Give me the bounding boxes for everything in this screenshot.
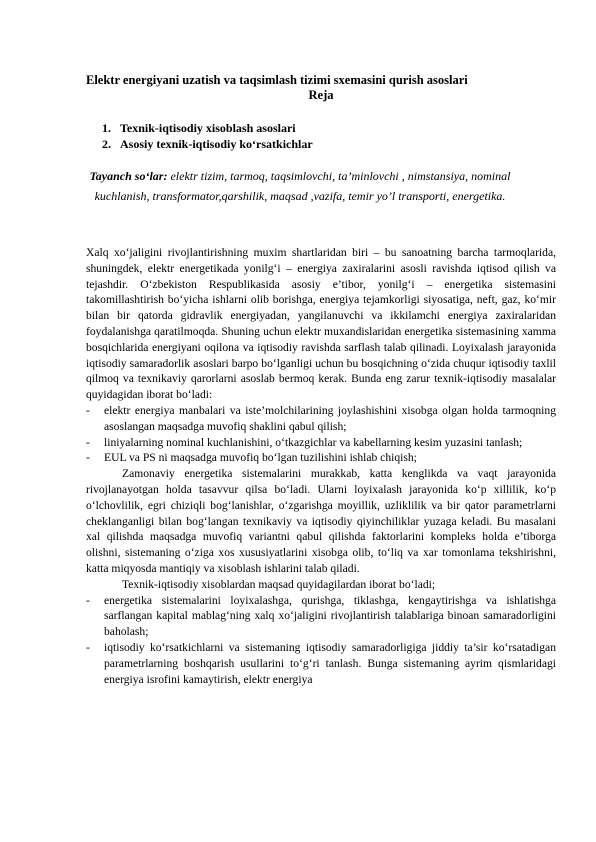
document-title [86, 73, 556, 103]
plan-list [102, 120, 313, 152]
plan-item-text: Texnik-iqtisodiy xisoblash asoslari [120, 121, 296, 135]
keywords-label: Tayanch so‘lar: [89, 169, 168, 183]
keywords-block [80, 166, 520, 206]
plan-item [102, 120, 313, 136]
plan-item-number: 1. [102, 121, 111, 135]
plan-item-text: Asosiy texnik-iqtisodiy ko‘rsatkichlar [120, 137, 313, 151]
plan-item [102, 136, 313, 152]
list-item: - energetika sistemalarini loyixalashga, qurishga, tiklashga, kengaytirishga va ishlatishga sarflangan kapital mablag‘ning xalq xo‘jaligini rivojlantirish talablariga binoan samaradorligini baholash; [86, 593, 556, 640]
paragraph: Zamonaviy energetika sistemalarini murakkab, katta kenglikda va vaqt jarayonida rivojlanayotgan holda tasavvur qilsa bo‘ladi. Ularni loyixalash jarayonida ko‘p xillilik, ko‘p o‘lchovlilik, egri chiziqli bog‘lanishlar, o‘zgarishga moyillik, uzliklilik va bir qator parametrlarni cheklanganligi bilan bog‘langan texnikaviy va iqtisodiy qiyinchiliklar yuzaga keladi. Bu masalani xal qilishda maqsadga muvofiq variantni qabul qilishda faktorlarini kompleks holda e’tiborga olishni, sistemaning o‘ziga xos xususiyatlarini xisobga olib, to‘liq va xar tomonlama tekshirishni, katta miqyosda mantiqiy va xisoblash ishlarini talab qiladi. [86, 467, 556, 575]
list-item: - EUL va PS ni maqsadga muvofiq bo‘lgan tuzilishini ishlab chiqish; [86, 450, 556, 466]
list-item: - elektr energiya manbalari va iste’molchilarining joylashishini xisobga olgan holda tarmoqning asoslangan maqsadga muvofiq shaklini qabul qilish; [86, 403, 556, 435]
list-item: - liniyalarning nominal kuchlanishini, o‘tkazgichlar va kabellarning kesim yuzasini tanlash; [86, 435, 556, 451]
plan-item-number: 2. [102, 137, 111, 151]
list-item: - iqtisodiy ko‘rsatkichlarni va sistemaning iqtisodiy samaradorligiga jiddiy ta’sir ko‘rsatadigan parametrlarning boshqarish usullarini to‘g‘ri tanlash. Bunga sistemaning ayrim qismlaridagi energiya isrofini kamaytirish, elektr energiya [86, 640, 556, 687]
title-line: Elektr energiyani uzatish va taqsimlash tizimi sxemasini qurish asoslari [86, 73, 468, 87]
paragraph: Texnik-iqtisodiy xisoblardan maqsad quyidagilardan iborat bo‘ladi; [122, 577, 436, 591]
keywords-text: elektr tizim, tarmoq, taqsimlovchi, ta’minlovchi , nimstansiya, nominal kuchlanish, transformator,qarshilik, maqsad ,vazifa, temir yo’l transporti, energetika. [94, 169, 511, 203]
body-text [86, 245, 556, 687]
plan-heading: Reja [308, 88, 334, 102]
paragraph: Xalq xo‘jaligini rivojlantirishning muxim shartlaridan biri – bu sanoatning barcha tarmoqlarida, shuningdek, elektr energetikada yonilg‘i – energiya zaxiralarini asosli ravishda iqtisod qilish va tejashdir. O‘zbekiston Respublikasida asosiy e’tibor, yonilg‘i – energetika sistemasini takomillashtirish bo‘yicha ishlarni olib borishga, energiya tejamkorligi siyosatiga, neft, gaz, ko‘mir bilan bir qatorda gidravlik energiyadan, yangilanuvchi va ikkilamchi energiya zaxiralaridan foydalanishga qaratilmoqda. Shuning uchun elektr muxandislaridan energetika sistemasining xamma bosqichlarida energiyani oqilona va iqtisodiy ravishda sarflash talab qilinadi. Loyixalash jarayonida iqtisodiy samaradorlik asoslari barpo bo‘lganligi uchun bu bosqichning o‘zida chuqur iqtisodiy taxlil qilmoq va texnikaviy qarorlarni asoslab bermoq kerak. Bunda eng zarur texnik-iqtisodiy masalalar quyidagidan iborat bo‘ladi: [86, 246, 556, 402]
